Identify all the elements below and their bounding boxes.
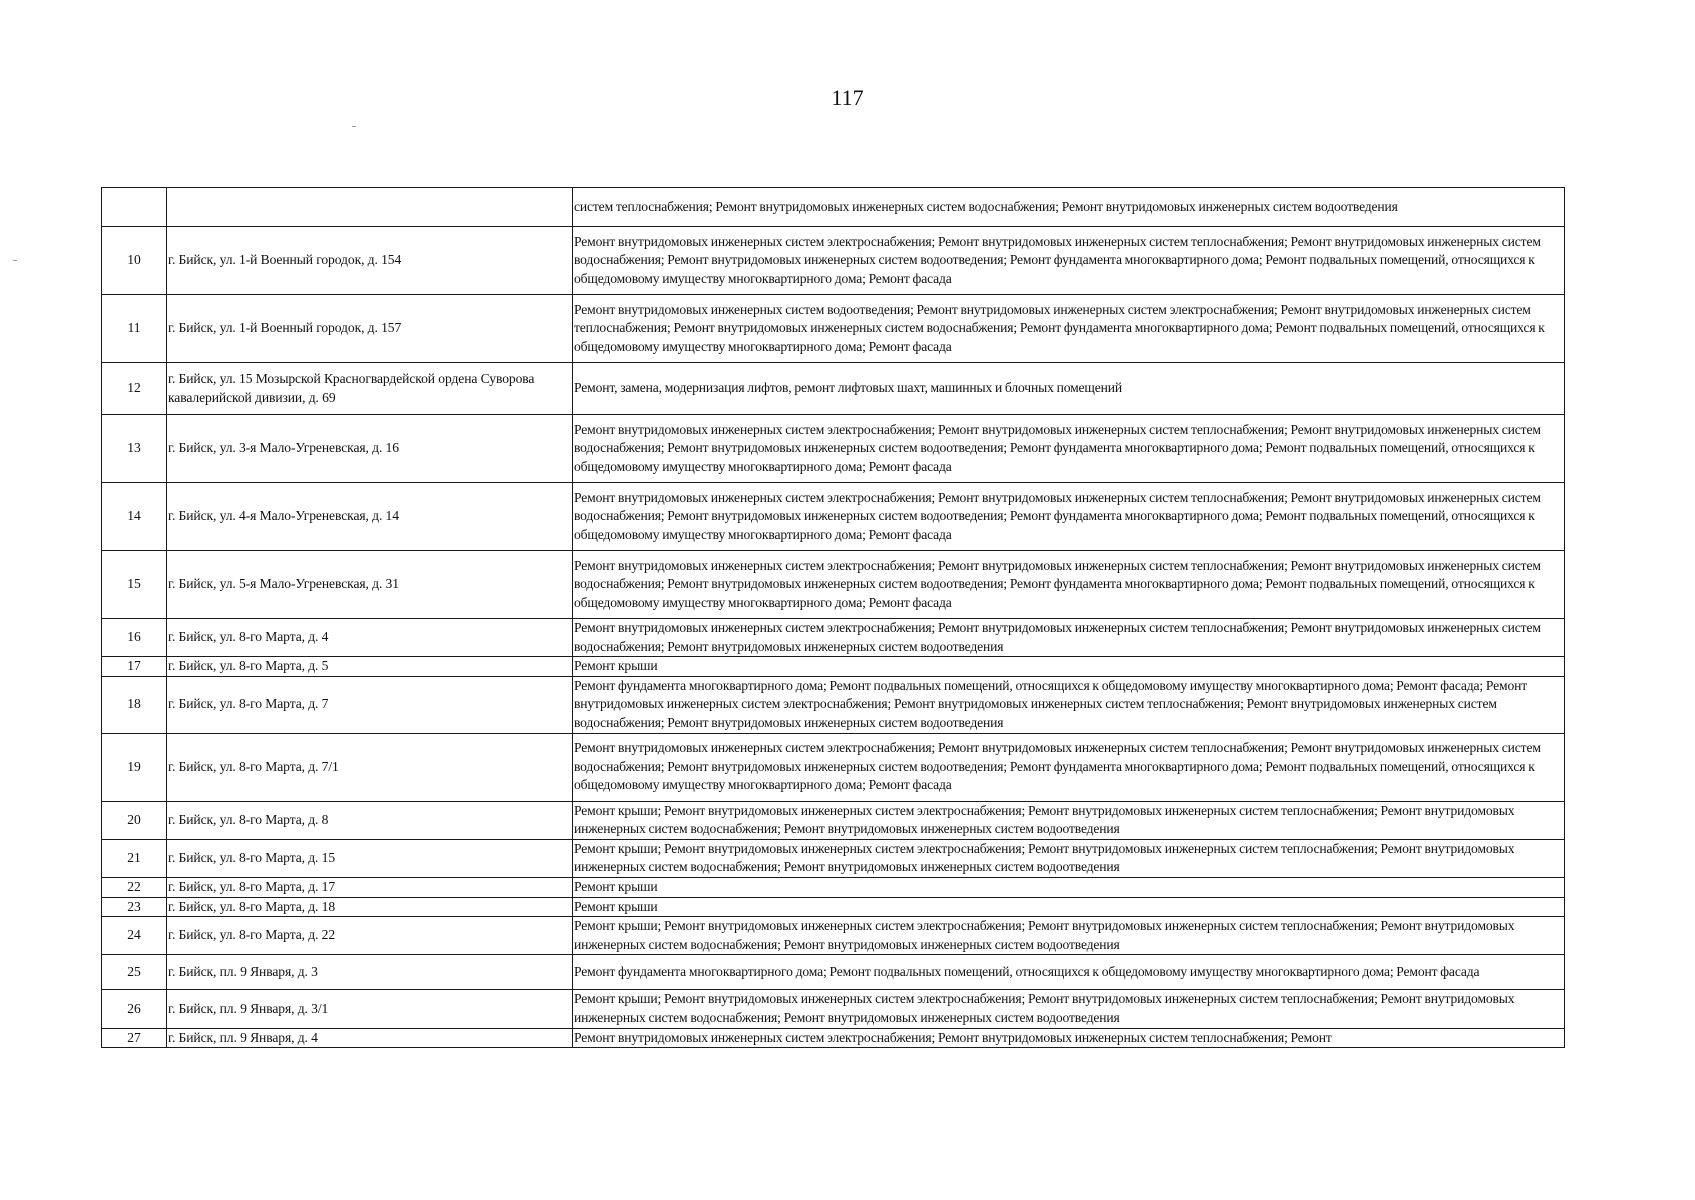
- row-number-cell: 16: [102, 619, 167, 657]
- address-cell: г. Бийск, ул. 8-го Марта, д. 7: [167, 676, 573, 733]
- row-number-cell: 19: [102, 733, 167, 801]
- address-cell: г. Бийск, пл. 9 Января, д. 4: [167, 1028, 573, 1048]
- works-cell: Ремонт крыши; Ремонт внутридомовых инженерных систем электроснабжения; Ремонт внутридомовых инженерных систем теплоснабжения; Ремонт внутридомовых инженерных систем водоснабжения; Ремонт внутридомовых инженерных систем водоотведения: [573, 917, 1565, 955]
- row-number-cell: 22: [102, 877, 167, 897]
- row-number-cell: 14: [102, 483, 167, 551]
- row-number-cell: 26: [102, 990, 167, 1028]
- row-number-cell: 23: [102, 897, 167, 917]
- row-number-cell: 15: [102, 551, 167, 619]
- address-cell: [167, 188, 573, 227]
- scan-speck: [13, 260, 17, 261]
- address-cell: г. Бийск, пл. 9 Января, д. 3: [167, 955, 573, 990]
- page-number: 117: [831, 85, 864, 110]
- table-row: [102, 917, 1565, 955]
- works-cell: Ремонт крыши: [573, 657, 1565, 677]
- works-cell: Ремонт внутридомовых инженерных систем электроснабжения; Ремонт внутридомовых инженерных систем теплоснабжения; Ремонт внутридомовых инженерных систем водоснабжения; Ремонт внутридомовых инженерных систем водоотведения; Ремонт фундамента многоквартирного дома; Ремонт подвальных помещений, относящихся к общедомовому имуществу многоквартирного дома; Ремонт фасада: [573, 733, 1565, 801]
- row-number-cell: 17: [102, 657, 167, 677]
- works-cell: Ремонт фундамента многоквартирного дома; Ремонт подвальных помещений, относящихся к общедомовому имуществу многоквартирного дома; Ремонт фасада: [573, 955, 1565, 990]
- works-cell: Ремонт крыши: [573, 897, 1565, 917]
- address-cell: г. Бийск, ул. 5-я Мало-Угреневская, д. 31: [167, 551, 573, 619]
- row-number-cell: 12: [102, 363, 167, 415]
- row-number-cell: 11: [102, 295, 167, 363]
- row-number-cell: 25: [102, 955, 167, 990]
- works-cell: Ремонт внутридомовых инженерных систем электроснабжения; Ремонт внутридомовых инженерных систем теплоснабжения; Ремонт внутридомовых инженерных систем водоснабжения; Ремонт внутридомовых инженерных систем водоотведения; Ремонт фундамента многоквартирного дома; Ремонт подвальных помещений, относящихся к общедомовому имуществу многоквартирного дома; Ремонт фасада: [573, 551, 1565, 619]
- repair-works-table-body: [102, 188, 1565, 1048]
- works-cell: Ремонт внутридомовых инженерных систем электроснабжения; Ремонт внутридомовых инженерных систем теплоснабжения; Ремонт: [573, 1028, 1565, 1048]
- repair-works-table: [101, 187, 1565, 1048]
- table-row: [102, 415, 1565, 483]
- table-row: [102, 801, 1565, 839]
- table-row: [102, 363, 1565, 415]
- address-cell: г. Бийск, ул. 8-го Марта, д. 5: [167, 657, 573, 677]
- table-row: [102, 657, 1565, 677]
- table-row: [102, 877, 1565, 897]
- row-number-cell: 13: [102, 415, 167, 483]
- scan-speck: [352, 126, 356, 127]
- address-cell: г. Бийск, ул. 8-го Марта, д. 4: [167, 619, 573, 657]
- row-number-cell: 21: [102, 839, 167, 877]
- table-row: [102, 676, 1565, 733]
- works-cell: Ремонт внутридомовых инженерных систем электроснабжения; Ремонт внутридомовых инженерных систем теплоснабжения; Ремонт внутридомовых инженерных систем водоснабжения; Ремонт внутридомовых инженерных систем водоотведения; Ремонт фундамента многоквартирного дома; Ремонт подвальных помещений, относящихся к общедомовому имуществу многоквартирного дома; Ремонт фасада: [573, 415, 1565, 483]
- row-number-cell: [102, 188, 167, 227]
- address-cell: г. Бийск, ул. 4-я Мало-Угреневская, д. 14: [167, 483, 573, 551]
- table-row: [102, 227, 1565, 295]
- table-row: [102, 483, 1565, 551]
- works-cell: систем теплоснабжения; Ремонт внутридомовых инженерных систем водоснабжения; Ремонт внутридомовых инженерных систем водоотведения: [573, 188, 1565, 227]
- row-number-cell: 10: [102, 227, 167, 295]
- address-cell: г. Бийск, ул. 1-й Военный городок, д. 154: [167, 227, 573, 295]
- works-cell: Ремонт внутридомовых инженерных систем водоотведения; Ремонт внутридомовых инженерных систем электроснабжения; Ремонт внутридомовых инженерных систем теплоснабжения; Ремонт внутридомовых инженерных систем водоснабжения; Ремонт фундамента многоквартирного дома; Ремонт подвальных помещений, относящихся к общедомовому имуществу многоквартирного дома; Ремонт фасада: [573, 295, 1565, 363]
- table-row: [102, 619, 1565, 657]
- address-cell: г. Бийск, ул. 8-го Марта, д. 17: [167, 877, 573, 897]
- table-row: [102, 188, 1565, 227]
- works-cell: Ремонт крыши; Ремонт внутридомовых инженерных систем электроснабжения; Ремонт внутридомовых инженерных систем теплоснабжения; Ремонт внутридомовых инженерных систем водоснабжения; Ремонт внутридомовых инженерных систем водоотведения: [573, 801, 1565, 839]
- table-row: [102, 295, 1565, 363]
- table-row: [102, 1028, 1565, 1048]
- row-number-cell: 27: [102, 1028, 167, 1048]
- table-row: [102, 551, 1565, 619]
- works-cell: Ремонт фундамента многоквартирного дома; Ремонт подвальных помещений, относящихся к общедомовому имуществу многоквартирного дома; Ремонт фасада; Ремонт внутридомовых инженерных систем электроснабжения; Ремонт внутридомовых инженерных систем теплоснабжения; Ремонт внутридомовых инженерных систем водоснабжения; Ремонт внутридомовых инженерных систем водоотведения: [573, 676, 1565, 733]
- row-number-cell: 20: [102, 801, 167, 839]
- table-row: [102, 839, 1565, 877]
- address-cell: г. Бийск, ул. 8-го Марта, д. 15: [167, 839, 573, 877]
- address-cell: г. Бийск, ул. 8-го Марта, д. 8: [167, 801, 573, 839]
- table-row: [102, 955, 1565, 990]
- works-cell: Ремонт крыши; Ремонт внутридомовых инженерных систем электроснабжения; Ремонт внутридомовых инженерных систем теплоснабжения; Ремонт внутридомовых инженерных систем водоснабжения; Ремонт внутридомовых инженерных систем водоотведения: [573, 990, 1565, 1028]
- address-cell: г. Бийск, ул. 1-й Военный городок, д. 157: [167, 295, 573, 363]
- table-row: [102, 990, 1565, 1028]
- address-cell: г. Бийск, ул. 8-го Марта, д. 7/1: [167, 733, 573, 801]
- address-cell: г. Бийск, ул. 3-я Мало-Угреневская, д. 16: [167, 415, 573, 483]
- address-cell: г. Бийск, ул. 8-го Марта, д. 18: [167, 897, 573, 917]
- address-cell: г. Бийск, пл. 9 Января, д. 3/1: [167, 990, 573, 1028]
- works-cell: Ремонт внутридомовых инженерных систем электроснабжения; Ремонт внутридомовых инженерных систем теплоснабжения; Ремонт внутридомовых инженерных систем водоснабжения; Ремонт внутридомовых инженерных систем водоотведения; Ремонт фундамента многоквартирного дома; Ремонт подвальных помещений, относящихся к общедомовому имуществу многоквартирного дома; Ремонт фасада: [573, 227, 1565, 295]
- works-cell: Ремонт, замена, модернизация лифтов, ремонт лифтовых шахт, машинных и блочных помещений: [573, 363, 1565, 415]
- works-cell: Ремонт крыши: [573, 877, 1565, 897]
- address-cell: г. Бийск, ул. 8-го Марта, д. 22: [167, 917, 573, 955]
- table-row: [102, 733, 1565, 801]
- row-number-cell: 18: [102, 676, 167, 733]
- row-number-cell: 24: [102, 917, 167, 955]
- table-row: [102, 897, 1565, 917]
- address-cell: г. Бийск, ул. 15 Мозырской Красногвардейской ордена Суворова кавалерийской дивизии, д. 69: [167, 363, 573, 415]
- works-cell: Ремонт внутридомовых инженерных систем электроснабжения; Ремонт внутридомовых инженерных систем теплоснабжения; Ремонт внутридомовых инженерных систем водоснабжения; Ремонт внутридомовых инженерных систем водоотведения: [573, 619, 1565, 657]
- works-cell: Ремонт крыши; Ремонт внутридомовых инженерных систем электроснабжения; Ремонт внутридомовых инженерных систем теплоснабжения; Ремонт внутридомовых инженерных систем водоснабжения; Ремонт внутридомовых инженерных систем водоотведения: [573, 839, 1565, 877]
- works-cell: Ремонт внутридомовых инженерных систем электроснабжения; Ремонт внутридомовых инженерных систем теплоснабжения; Ремонт внутридомовых инженерных систем водоснабжения; Ремонт внутридомовых инженерных систем водоотведения; Ремонт фундамента многоквартирного дома; Ремонт подвальных помещений, относящихся к общедомовому имуществу многоквартирного дома; Ремонт фасада: [573, 483, 1565, 551]
